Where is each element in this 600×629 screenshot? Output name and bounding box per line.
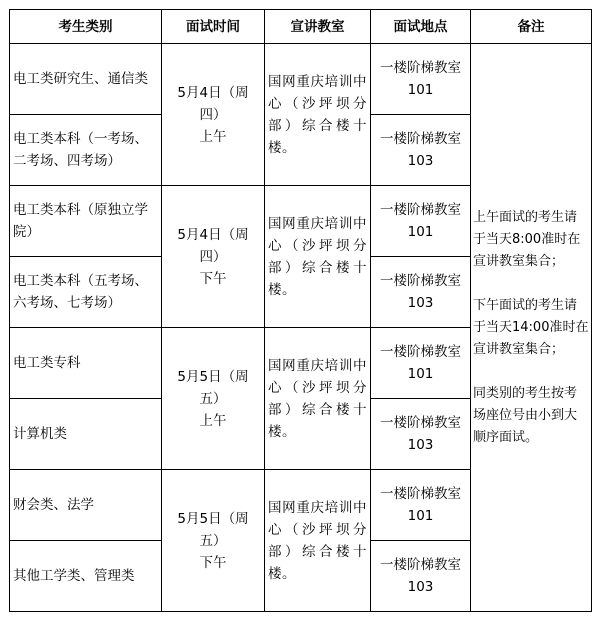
place-line: 一楼阶梯教室 <box>380 557 461 573</box>
time-cell <box>162 328 265 470</box>
note-spacer <box>473 273 589 295</box>
place-line: 101 <box>407 508 434 524</box>
note-cell <box>471 44 592 612</box>
category-cell: 电工类本科（五考场、六考场、七考场） <box>10 257 162 328</box>
category-cell: 其他工学类、管理类 <box>10 541 162 612</box>
place-line: 103 <box>407 579 434 595</box>
header-row <box>10 10 592 44</box>
table-row <box>10 44 592 115</box>
place-line: 103 <box>407 295 434 311</box>
room-cell: 国网重庆培训中心（沙坪坝分部）综合楼十楼。 <box>265 186 371 328</box>
note-paragraph: 上午面试的考生请于当天8:00准时在宣讲教室集合； <box>473 209 581 269</box>
place-line: 一楼阶梯教室 <box>380 344 461 360</box>
header-note: 备注 <box>471 10 592 44</box>
note-paragraph: 下午面试的考生请于当天14:00准时在宣讲教室集合； <box>473 297 589 357</box>
time-line: 5月5日（周 <box>177 510 249 527</box>
place-line: 一楼阶梯教室 <box>380 60 461 76</box>
place-cell <box>371 328 471 399</box>
place-line: 101 <box>407 366 434 382</box>
place-cell <box>371 541 471 612</box>
header-place: 面试地点 <box>371 10 471 44</box>
place-cell <box>371 186 471 257</box>
time-line: 四） <box>199 106 227 123</box>
time-line: 上午 <box>199 128 227 145</box>
place-line: 一楼阶梯教室 <box>380 415 461 431</box>
header-time: 面试时间 <box>162 10 265 44</box>
header-category: 考生类别 <box>10 10 162 44</box>
schedule-table-wrapper <box>9 9 592 612</box>
place-line: 103 <box>407 437 434 453</box>
time-line: 五） <box>199 390 227 407</box>
time-cell <box>162 186 265 328</box>
place-cell <box>371 115 471 186</box>
interview-schedule-table <box>9 9 592 612</box>
category-cell: 电工类研究生、通信类 <box>10 44 162 115</box>
place-line: 101 <box>407 224 434 240</box>
place-line: 一楼阶梯教室 <box>380 202 461 218</box>
room-cell: 国网重庆培训中心（沙坪坝分部）综合楼十楼。 <box>265 44 371 186</box>
time-line: 上午 <box>199 412 227 429</box>
time-line: 五） <box>199 532 227 549</box>
category-cell: 电工类本科（一考场、二考场、四考场） <box>10 115 162 186</box>
room-cell: 国网重庆培训中心（沙坪坝分部）综合楼十楼。 <box>265 328 371 470</box>
category-cell: 电工类本科（原独立学院） <box>10 186 162 257</box>
time-line: 5月4日（周 <box>177 84 249 101</box>
time-cell <box>162 470 265 612</box>
place-cell <box>371 44 471 115</box>
time-line: 四） <box>199 248 227 265</box>
room-cell: 国网重庆培训中心（沙坪坝分部）综合楼十楼。 <box>265 470 371 612</box>
time-cell <box>162 44 265 186</box>
place-line: 一楼阶梯教室 <box>380 131 461 147</box>
time-line: 下午 <box>199 554 227 571</box>
place-line: 一楼阶梯教室 <box>380 486 461 502</box>
place-line: 101 <box>407 82 434 98</box>
category-cell: 计算机类 <box>10 399 162 470</box>
place-line: 103 <box>407 153 434 169</box>
category-cell: 电工类专科 <box>10 328 162 399</box>
place-cell <box>371 257 471 328</box>
place-cell <box>371 399 471 470</box>
header-room: 宣讲教室 <box>265 10 371 44</box>
time-line: 5月4日（周 <box>177 226 249 243</box>
category-cell: 财会类、法学 <box>10 470 162 541</box>
note-spacer <box>473 361 589 383</box>
note-paragraph: 同类别的考生按考场座位号由小到大顺序面试。 <box>473 385 578 445</box>
time-line: 5月5日（周 <box>177 368 249 385</box>
place-line: 一楼阶梯教室 <box>380 273 461 289</box>
time-line: 下午 <box>199 270 227 287</box>
place-cell <box>371 470 471 541</box>
